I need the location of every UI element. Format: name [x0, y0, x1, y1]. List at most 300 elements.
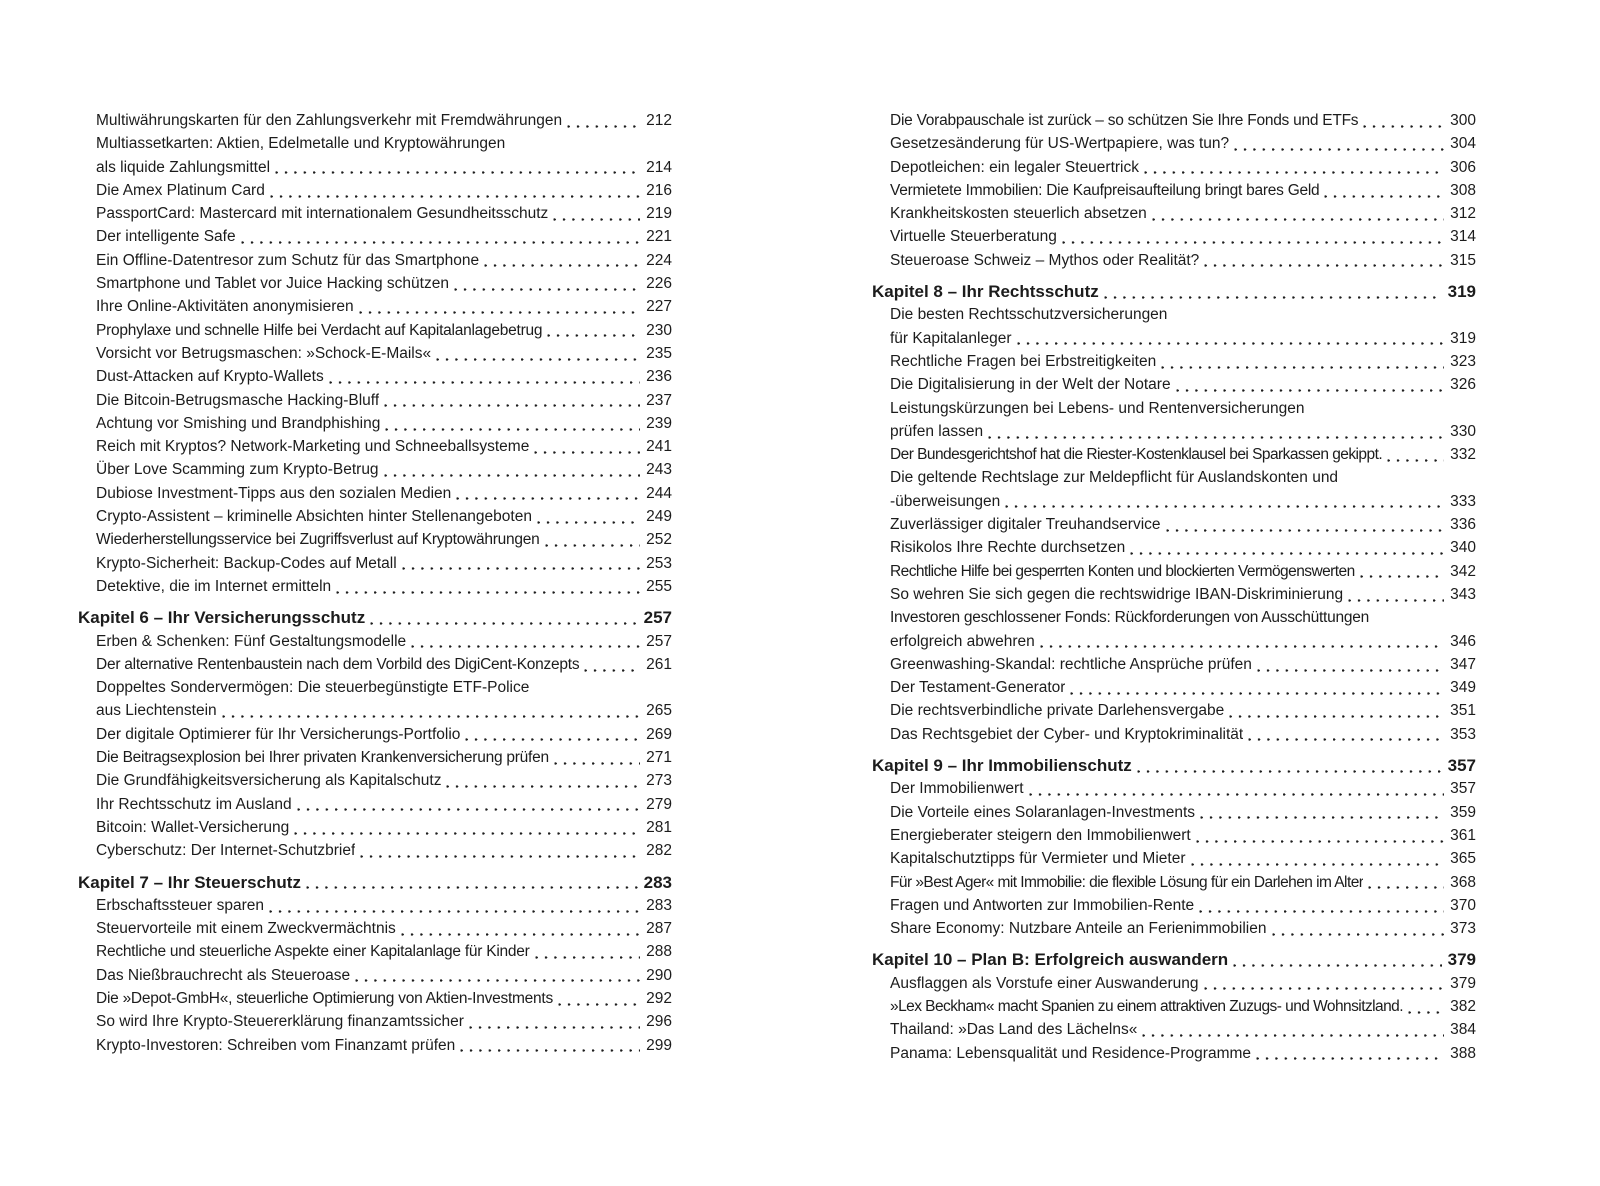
toc-entry-row — [872, 109, 1476, 132]
toc-entry-row — [872, 1018, 1476, 1041]
toc-entry-row — [78, 295, 672, 318]
toc-entry-title: Rechtliche Hilfe bei gesperrten Konten und blockierten Vermögenswerten — [890, 562, 1355, 580]
dot-leader — [360, 839, 640, 862]
toc-entry-title: Der alternative Rentenbaustein nach dem Vorbild des DigiCent-Konzepts — [96, 655, 580, 673]
toc-entry-title: Die Amex Platinum Card — [96, 181, 265, 199]
toc-entry-title: Erbschaftssteuer sparen — [96, 896, 265, 914]
dot-leader — [537, 505, 640, 528]
toc-chapter-row — [78, 871, 672, 894]
dot-leader — [1324, 179, 1444, 202]
toc-entry-title: Dubiose Investment-Tipps aus den sozialen Medien — [96, 484, 452, 502]
toc-entry-row — [872, 327, 1476, 350]
dot-leader — [402, 552, 640, 575]
page-number: 351 — [1450, 702, 1476, 720]
dot-leader — [1029, 777, 1445, 800]
page-number: 283 — [646, 896, 672, 914]
toc-column-right — [872, 109, 1476, 1065]
page-number: 365 — [1450, 850, 1476, 868]
page-number: 314 — [1450, 228, 1476, 246]
dot-leader — [1368, 871, 1444, 894]
dot-leader — [297, 793, 641, 816]
page-number: 357 — [1447, 756, 1476, 776]
toc-entry-title: Ihre Online-Aktivitäten anonymisieren — [96, 298, 354, 316]
toc-entry-row — [872, 560, 1476, 583]
dot-leader — [1257, 653, 1444, 676]
toc-section — [78, 871, 672, 1057]
toc-entry-title: Ihr Rechtsschutz im Ausland — [96, 795, 292, 813]
toc-entry-title: Die Digitalisierung in der Welt der Notare — [890, 376, 1171, 394]
dot-leader — [469, 1010, 640, 1033]
dot-leader — [1233, 948, 1441, 971]
dot-leader — [1176, 373, 1445, 396]
dot-leader — [269, 894, 640, 917]
toc-entry-title: Die geltende Rechtslage zur Meldepflicht für Auslandskonten und — [890, 469, 1339, 487]
toc-entry-title: Erben & Schenken: Fünf Gestaltungsmodelle — [96, 632, 407, 650]
dot-leader — [355, 964, 640, 987]
toc-entry-title: Krankheitskosten steuerlich absetzen — [890, 205, 1147, 223]
page-number: 304 — [1450, 135, 1476, 153]
toc-entry-row — [78, 435, 672, 458]
dot-leader — [988, 420, 1444, 443]
dot-leader — [1166, 513, 1445, 536]
toc-entry-row — [872, 995, 1476, 1018]
toc-entry-title: Thailand: »Das Land des Lächelns« — [890, 1021, 1138, 1039]
dot-leader — [1152, 202, 1444, 225]
dot-leader — [534, 435, 640, 458]
page-number: 288 — [646, 943, 672, 961]
toc-entry-row — [78, 412, 672, 435]
page-number: 326 — [1450, 376, 1476, 394]
toc-chapter-title: Kapitel 6 – Ihr Versicherungsschutz — [78, 608, 366, 628]
toc-entry-title: Investoren geschlossener Fonds: Rückforderungen von Ausschüttungen — [890, 609, 1369, 627]
dot-leader — [294, 816, 640, 839]
toc-entry-title: Reich mit Kryptos? Network-Marketing und Schneeballsysteme — [96, 438, 530, 456]
toc-entry-row — [872, 490, 1476, 513]
page-number: 255 — [646, 577, 672, 595]
page-number: 388 — [1450, 1044, 1476, 1062]
toc-entry-row — [872, 871, 1476, 894]
dot-leader — [584, 653, 640, 676]
dot-leader — [1387, 443, 1444, 466]
toc-entry-row — [872, 583, 1476, 606]
page-number: 224 — [646, 251, 672, 269]
toc-entry-row — [872, 443, 1476, 466]
dot-leader — [1040, 630, 1444, 653]
toc-entry-row — [872, 653, 1476, 676]
toc-entry-title: Achtung vor Smishing und Brandphishing — [96, 414, 381, 432]
page-number: 253 — [646, 554, 672, 572]
toc-entry-title: Krypto-Investoren: Schreiben vom Finanzamt prüfen — [96, 1036, 456, 1054]
toc-entry-row — [78, 630, 672, 653]
toc-entry-row — [872, 397, 1476, 420]
page-number: 343 — [1450, 585, 1476, 603]
page-number: 370 — [1450, 896, 1476, 914]
page-number: 306 — [1450, 158, 1476, 176]
toc-entry-title: Gesetzesänderung für US-Wertpapiere, was tun? — [890, 135, 1230, 153]
toc-entry-title: Greenwashing-Skandal: rechtliche Ansprüche prüfen — [890, 655, 1252, 673]
toc-entry-title: Ein Offline-Datentresor zum Schutz für das Smartphone — [96, 251, 480, 269]
toc-entry-title: Vermietete Immobilien: Die Kaufpreisaufteilung bringt bares Geld — [890, 181, 1320, 199]
dot-leader — [553, 202, 640, 225]
toc-entry-title: Multiwährungskarten für den Zahlungsverkehr mit Fremdwährungen — [96, 112, 563, 129]
dot-leader — [460, 1034, 640, 1057]
toc-entry-title: Risikolos Ihre Rechte durchsetzen — [890, 539, 1126, 557]
toc-entry-row — [872, 202, 1476, 225]
page-number: 332 — [1450, 446, 1476, 464]
toc-entry-title: Die »Depot-GmbH«, steuerliche Optimierung von Aktien-Investments — [96, 989, 553, 1007]
dot-leader — [1196, 824, 1444, 847]
toc-section — [872, 109, 1476, 272]
toc-entry-row — [872, 972, 1476, 995]
dot-leader — [1062, 225, 1444, 248]
toc-entry-title: Der intelligente Safe — [96, 228, 236, 246]
toc-entry-title: So wird Ihre Krypto-Steuererklärung finanzamtssicher — [96, 1013, 464, 1031]
page-number: 342 — [1450, 562, 1476, 580]
toc-entry-title: erfolgreich abwehren — [890, 632, 1035, 650]
toc-entry-row — [872, 350, 1476, 373]
dot-leader — [1256, 1042, 1444, 1065]
dot-leader — [535, 940, 641, 963]
toc-entry-title: Krypto-Sicherheit: Backup-Codes auf Metall — [96, 554, 397, 572]
toc-entry-row — [872, 824, 1476, 847]
page-number: 353 — [1450, 725, 1476, 743]
toc-entry-title: als liquide Zahlungsmittel — [96, 158, 271, 176]
dot-leader — [1248, 723, 1444, 746]
dot-leader — [384, 389, 640, 412]
toc-entry-row — [872, 917, 1476, 940]
page-number: 214 — [646, 158, 672, 176]
toc-chapter-title: Kapitel 10 – Plan B: Erfolgreich auswandern — [872, 950, 1229, 970]
toc-entry-title: Der Bundesgerichtshof hat die Riester-Kostenklausel bei Sparkassen gekippt. — [890, 446, 1383, 464]
dot-leader — [454, 272, 640, 295]
dot-leader — [1360, 560, 1444, 583]
toc-entry-title: Energieberater steigern den Immobilienwert — [890, 826, 1191, 844]
toc-entry-row — [78, 458, 672, 481]
toc-entry-row — [78, 528, 672, 551]
toc-entry-title: So wehren Sie sich gegen die rechtswidrige IBAN-Diskriminierung — [890, 585, 1344, 603]
toc-entry-row — [78, 109, 672, 132]
dot-leader — [1204, 249, 1444, 272]
dot-leader — [1200, 801, 1444, 824]
toc-entry-title: Multiassetkarten: Aktien, Edelmetalle und Kryptowährungen — [96, 135, 506, 153]
dot-leader — [1104, 280, 1442, 303]
page-number: 241 — [646, 438, 672, 456]
toc-entry-title: Die Vorabpauschale ist zurück – so schützen Sie Ihre Fonds und ETFs — [890, 112, 1359, 129]
toc-entry-title: Vorsicht vor Betrugsmaschen: »Schock-E-Mails« — [96, 344, 432, 362]
page-number: 281 — [646, 818, 672, 836]
toc-entry-row — [78, 482, 672, 505]
toc-entry-title: Der Immobilienwert — [890, 780, 1024, 798]
dot-leader — [385, 412, 640, 435]
toc-column-left — [78, 109, 672, 1057]
page-number: 221 — [646, 228, 672, 246]
toc-entry-row — [872, 249, 1476, 272]
toc-entry-row — [78, 793, 672, 816]
dot-leader — [1137, 754, 1442, 777]
dot-leader — [1199, 894, 1444, 917]
toc-entry-row — [78, 202, 672, 225]
toc-entry-row — [872, 225, 1476, 248]
page-number: 283 — [643, 872, 672, 892]
toc-entry-row — [872, 303, 1476, 326]
toc-entry-title: Ausflaggen als Vorstufe einer Auswanderung — [890, 974, 1199, 992]
dot-leader — [558, 987, 640, 1010]
page-number: 243 — [646, 461, 672, 479]
page-number: 219 — [646, 205, 672, 223]
page-number: 226 — [646, 275, 672, 293]
toc-entry-row — [872, 606, 1476, 629]
toc-entry-title: Smartphone und Tablet vor Juice Hacking schützen — [96, 275, 449, 293]
toc-entry-title: PassportCard: Mastercard mit internationalem Gesundheitsschutz — [96, 205, 549, 223]
toc-entry-row — [872, 373, 1476, 396]
toc-section — [872, 280, 1476, 746]
dot-leader — [1142, 1018, 1444, 1041]
toc-entry-title: Share Economy: Nutzbare Anteile an Ferienimmobilien — [890, 920, 1267, 938]
page-number: 290 — [646, 966, 672, 984]
toc-entry-row — [872, 420, 1476, 443]
toc-entry-title: Kapitalschutztipps für Vermieter und Mieter — [890, 850, 1186, 868]
dot-leader — [456, 482, 640, 505]
toc-entry-title: Fragen und Antworten zur Immobilien-Rente — [890, 896, 1195, 914]
toc-entry-row — [78, 894, 672, 917]
toc-entry-row — [78, 917, 672, 940]
dot-leader — [1348, 583, 1444, 606]
dot-leader — [336, 575, 640, 598]
dot-leader — [1408, 995, 1444, 1018]
toc-entry-row — [872, 466, 1476, 489]
toc-entry-row — [78, 179, 672, 202]
toc-chapter-title: Kapitel 9 – Ihr Immobilienschutz — [872, 756, 1132, 776]
toc-entry-row — [78, 365, 672, 388]
toc-entry-title: prüfen lassen — [890, 422, 984, 440]
toc-entry-row — [872, 156, 1476, 179]
toc-entry-row — [78, 676, 672, 699]
toc-entry-title: für Kapitalanleger — [890, 329, 1012, 347]
toc-entry-title: Dust-Attacken auf Krypto-Wallets — [96, 368, 324, 386]
dot-leader — [545, 528, 641, 551]
toc-entry-row — [78, 389, 672, 412]
page-number: 368 — [1450, 873, 1476, 891]
dot-leader — [1363, 109, 1444, 132]
toc-entry-title: Die rechtsverbindliche private Darlehensvergabe — [890, 702, 1225, 720]
toc-entry-row — [872, 676, 1476, 699]
page-number: 271 — [646, 749, 672, 767]
toc-entry-row — [78, 816, 672, 839]
toc-entry-title: Cyberschutz: Der Internet-Schutzbrief — [96, 842, 356, 860]
dot-leader — [275, 156, 640, 179]
dot-leader — [1204, 972, 1445, 995]
page-number: 252 — [646, 531, 672, 549]
toc-entry-row — [78, 272, 672, 295]
page-number: 361 — [1450, 826, 1476, 844]
toc-section — [78, 606, 672, 862]
toc-entry-title: Das Nießbrauchrecht als Steueroase — [96, 966, 351, 984]
toc-entry-title: Doppeltes Sondervermögen: Die steuerbegünstigte ETF-Police — [96, 679, 530, 697]
toc-section — [78, 109, 672, 598]
page-number: 265 — [646, 702, 672, 720]
dot-leader — [1229, 699, 1444, 722]
page-number: 357 — [1450, 780, 1476, 798]
toc-entry-row — [78, 249, 672, 272]
page-number: 249 — [646, 508, 672, 526]
dot-leader — [1161, 350, 1444, 373]
dot-leader — [1017, 327, 1445, 350]
toc-entry-row — [872, 699, 1476, 722]
page-number: 300 — [1450, 112, 1476, 129]
page-number: 237 — [646, 391, 672, 409]
dot-leader — [567, 109, 640, 132]
dot-leader — [1070, 676, 1444, 699]
toc-entry-title: Virtuelle Steuerberatung — [890, 228, 1057, 246]
toc-entry-title: Die Bitcoin-Betrugsmasche Hacking-Bluff — [96, 391, 380, 409]
toc-entry-row — [78, 723, 672, 746]
page-number: 336 — [1450, 516, 1476, 534]
dot-leader — [465, 723, 640, 746]
toc-entry-row — [78, 769, 672, 792]
page-number: 279 — [646, 795, 672, 813]
dot-leader — [1272, 917, 1445, 940]
toc-entry-row — [78, 225, 672, 248]
page-number: 349 — [1450, 679, 1476, 697]
page-number: 257 — [646, 632, 672, 650]
toc-section — [872, 948, 1476, 1064]
page-number: 273 — [646, 772, 672, 790]
toc-entry-row — [872, 777, 1476, 800]
toc-section — [872, 754, 1476, 940]
page-number: 330 — [1450, 422, 1476, 440]
page-number: 346 — [1450, 632, 1476, 650]
toc-entry-title: Zuverlässiger digitaler Treuhandservice — [890, 516, 1161, 534]
page-number: 287 — [646, 920, 672, 938]
page-number: 333 — [1450, 492, 1476, 510]
toc-entry-row — [78, 699, 672, 722]
dot-leader — [411, 630, 640, 653]
page-number: 292 — [646, 989, 672, 1007]
toc-entry-title: Depotleichen: ein legaler Steuertrick — [890, 158, 1139, 176]
toc-entry-title: Steueroase Schweiz – Mythos oder Realität? — [890, 251, 1200, 269]
toc-entry-row — [872, 1042, 1476, 1065]
toc-chapter-row — [872, 280, 1476, 303]
toc-entry-row — [78, 1010, 672, 1033]
dot-leader — [1191, 847, 1445, 870]
toc-entry-row — [872, 536, 1476, 559]
page-number: 235 — [646, 344, 672, 362]
page-number: 230 — [646, 321, 672, 339]
page-number: 282 — [646, 842, 672, 860]
toc-entry-title: Leistungskürzungen bei Lebens- und Rentenversicherungen — [890, 399, 1305, 417]
dot-leader — [329, 365, 640, 388]
page-number: 261 — [646, 655, 672, 673]
dot-leader — [1234, 132, 1444, 155]
toc-entry-row — [78, 156, 672, 179]
toc-entry-title: Rechtliche Fragen bei Erbstreitigkeiten — [890, 352, 1157, 370]
dot-leader — [484, 249, 640, 272]
toc-entry-row — [78, 987, 672, 1010]
page-number: 379 — [1447, 950, 1476, 970]
toc-entry-row — [872, 179, 1476, 202]
page-number: 384 — [1450, 1021, 1476, 1039]
toc-entry-row — [78, 505, 672, 528]
page-number: 319 — [1450, 329, 1476, 347]
page-number: 244 — [646, 484, 672, 502]
page-number: 323 — [1450, 352, 1476, 370]
toc-entry-row — [78, 964, 672, 987]
page-number: 312 — [1450, 205, 1476, 223]
page-number: 373 — [1450, 920, 1476, 938]
page-number: 299 — [646, 1036, 672, 1054]
page-number: 347 — [1450, 655, 1476, 673]
toc-entry-title: Wiederherstellungsservice bei Zugriffsverlust auf Kryptowährungen — [96, 531, 540, 549]
dot-leader — [241, 225, 641, 248]
page-number: 379 — [1450, 974, 1476, 992]
toc-entry-row — [872, 847, 1476, 870]
page-number: 216 — [646, 181, 672, 199]
toc-entry-title: Die Grundfähigkeitsversicherung als Kapitalschutz — [96, 772, 442, 790]
toc-entry-row — [78, 132, 672, 155]
toc-entry-title: Bitcoin: Wallet-Versicherung — [96, 818, 290, 836]
toc-chapter-row — [872, 948, 1476, 971]
toc-chapter-row — [78, 606, 672, 629]
toc-chapter-row — [872, 754, 1476, 777]
dot-leader — [370, 606, 637, 629]
page-number: 308 — [1450, 181, 1476, 199]
dot-leader — [554, 746, 640, 769]
toc-entry-row — [78, 746, 672, 769]
toc-entry-row — [78, 940, 672, 963]
toc-entry-row — [872, 801, 1476, 824]
dot-leader — [446, 769, 640, 792]
toc-entry-title: Steuervorteile mit einem Zweckvermächtnis — [96, 920, 396, 938]
toc-entry-row — [78, 575, 672, 598]
toc-entry-row — [78, 1034, 672, 1057]
dot-leader — [270, 179, 640, 202]
page-number: 239 — [646, 414, 672, 432]
page-number: 257 — [643, 608, 672, 628]
toc-entry-title: Der digitale Optimierer für Ihr Versicherungs-Portfolio — [96, 725, 461, 743]
toc-entry-title: -überweisungen — [890, 492, 1001, 510]
dot-leader — [384, 458, 641, 481]
dot-leader — [1005, 490, 1444, 513]
page-number: 269 — [646, 725, 672, 743]
dot-leader — [436, 342, 640, 365]
toc-entry-row — [78, 552, 672, 575]
toc-entry-title: aus Liechtenstein — [96, 702, 217, 720]
page-number: 212 — [646, 112, 672, 129]
dot-leader — [1130, 536, 1444, 559]
page-number: 227 — [646, 298, 672, 316]
toc-entry-title: Crypto-Assistent – kriminelle Absichten hinter Stellenangeboten — [96, 508, 532, 526]
page-number: 236 — [646, 368, 672, 386]
toc-chapter-title: Kapitel 8 – Ihr Rechtsschutz — [872, 282, 1099, 302]
dot-leader — [359, 295, 641, 318]
toc-entry-title: Die Vorteile eines Solaranlagen-Investments — [890, 803, 1196, 821]
dot-leader — [222, 699, 640, 722]
toc-entry-title: Die besten Rechtsschutzversicherungen — [890, 306, 1168, 324]
toc-entry-title: Für »Best Ager« mit Immobilie: die flexible Lösung für ein Darlehen im Alter — [890, 873, 1364, 891]
toc-entry-title: »Lex Beckham« macht Spanien zu einem attraktiven Zuzugs- und Wohnsitzland. — [890, 997, 1404, 1015]
toc-entry-title: Panama: Lebensqualität und Residence-Programme — [890, 1044, 1252, 1062]
toc-chapter-title: Kapitel 7 – Ihr Steuerschutz — [78, 872, 301, 892]
page-number: 340 — [1450, 539, 1476, 557]
toc-entry-row — [78, 839, 672, 862]
toc-entry-row — [78, 653, 672, 676]
page-number: 359 — [1450, 803, 1476, 821]
toc-entry-title: Die Beitragsexplosion bei Ihrer privaten Krankenversicherung prüfen — [96, 749, 549, 767]
page-number: 296 — [646, 1013, 672, 1031]
dot-leader — [401, 917, 640, 940]
toc-entry-title: Prophylaxe und schnelle Hilfe bei Verdacht auf Kapitalanlagebetrug — [96, 321, 543, 339]
toc-entry-row — [872, 513, 1476, 536]
